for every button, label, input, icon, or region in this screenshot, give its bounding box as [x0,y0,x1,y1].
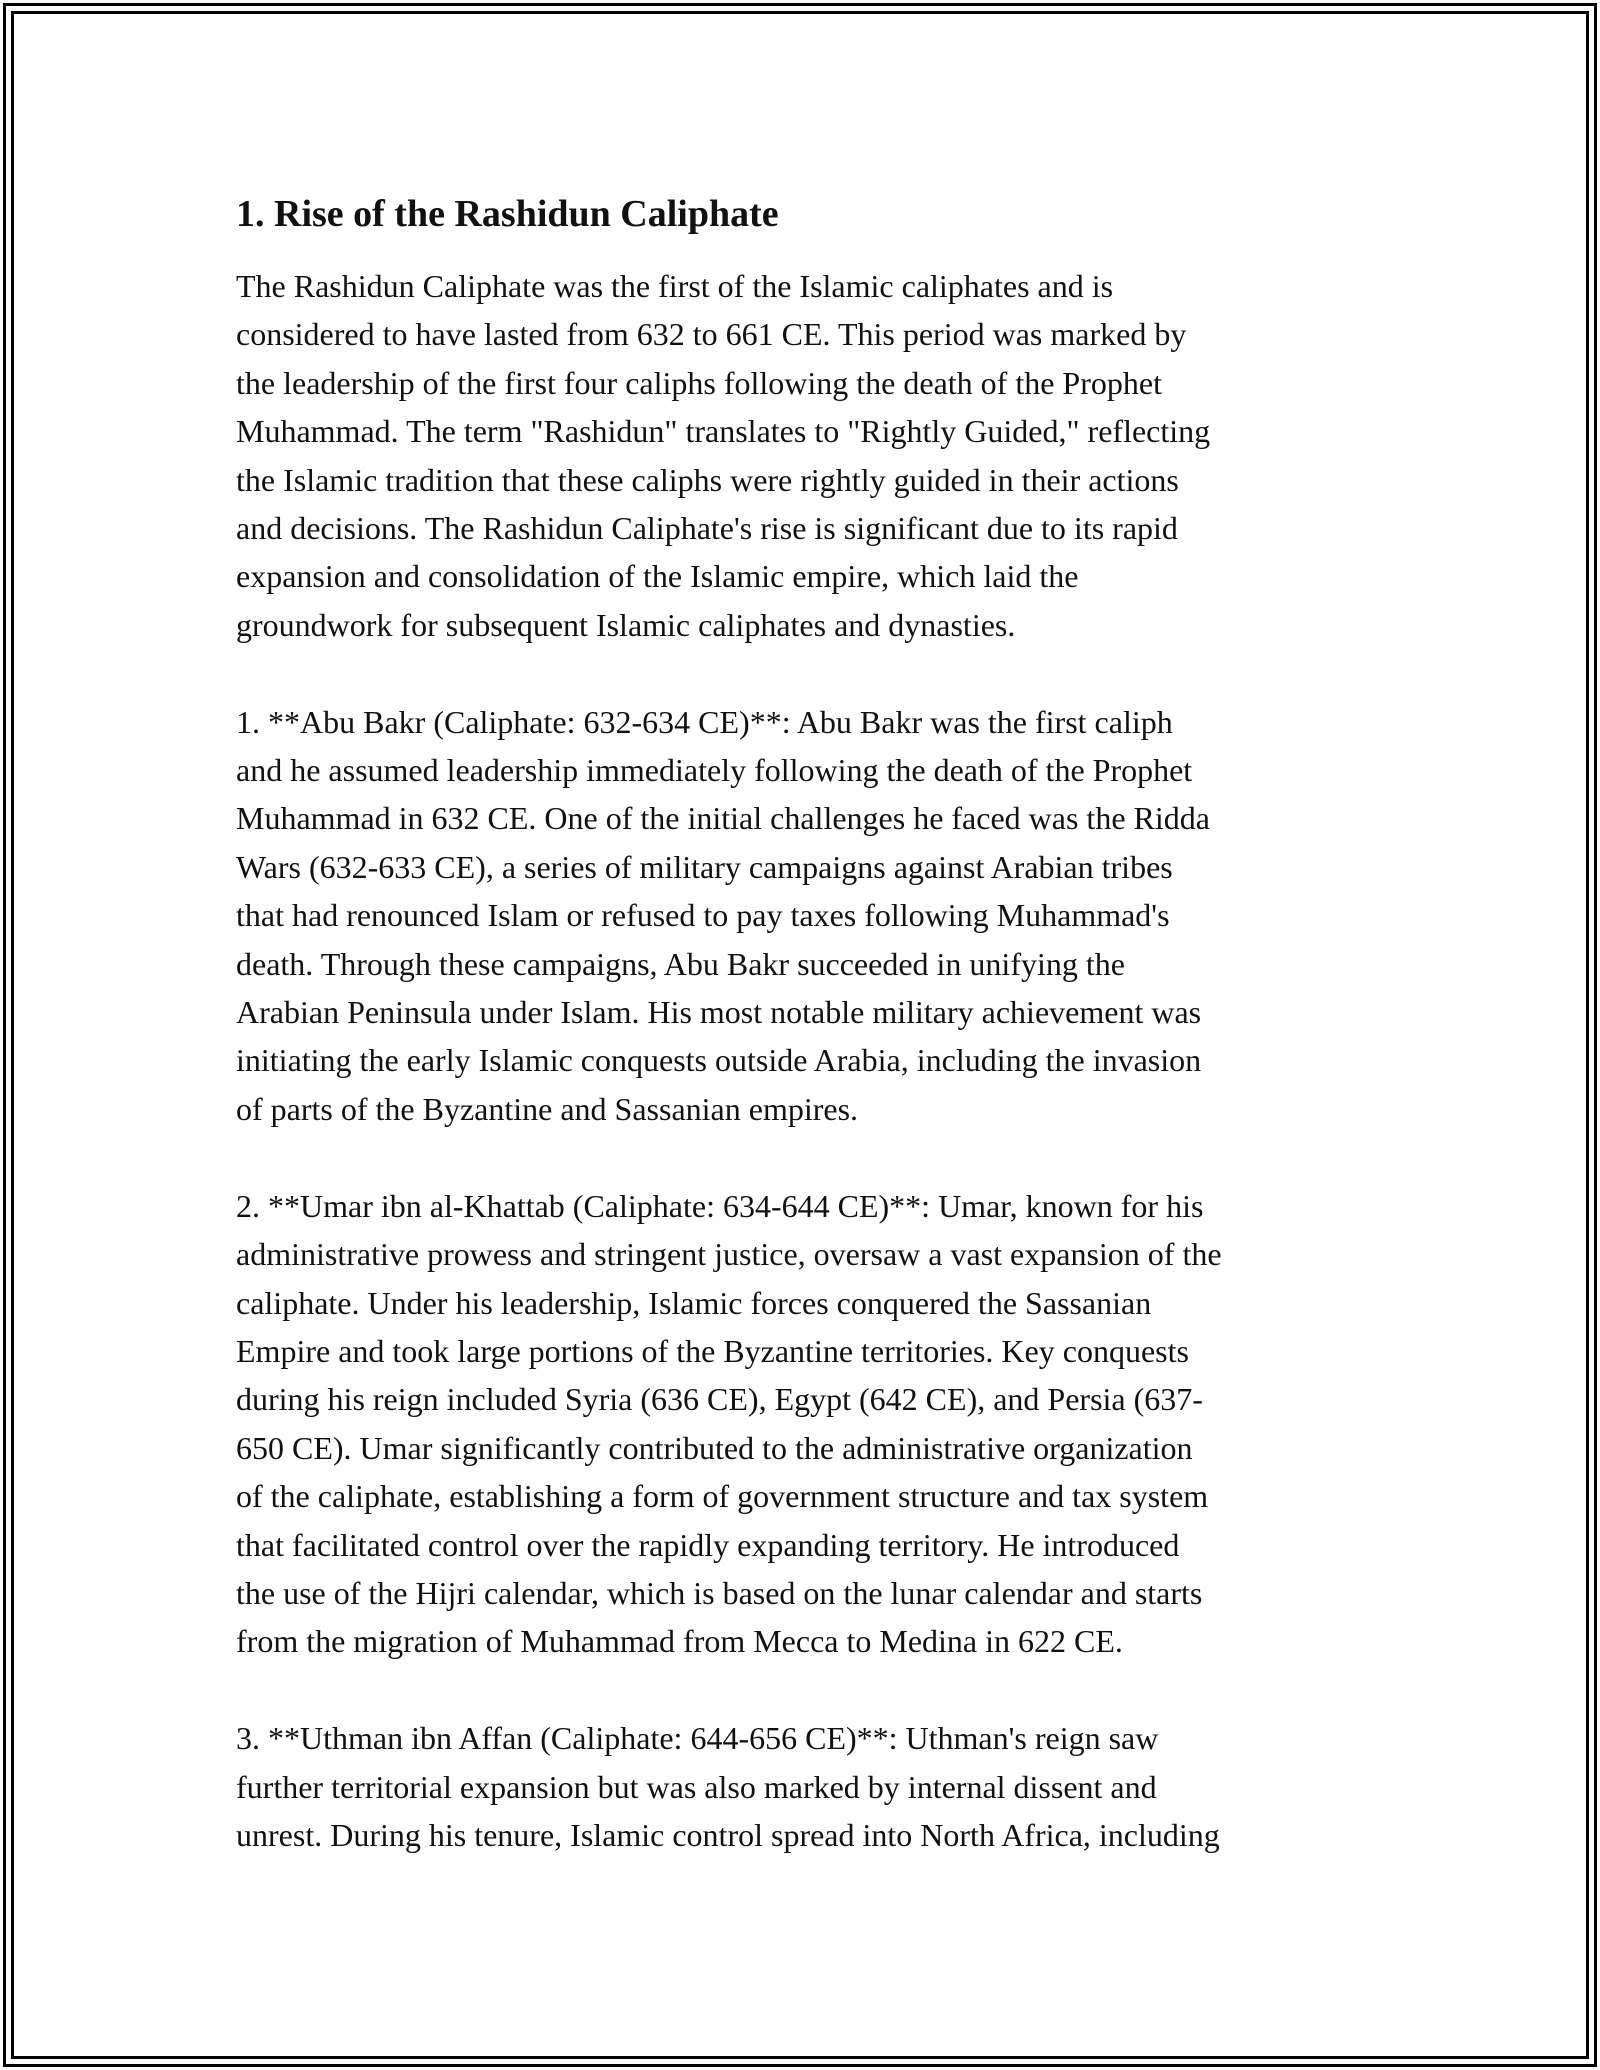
paragraph-line: and he assumed leadership immediately following the death of the Prophet [236,752,1193,789]
paragraph-line: Empire and took large portions of the Byzantine territories. Key conquests [236,1332,1189,1369]
paragraph-line: expansion and consolidation of the Islamic empire, which laid the [236,558,1079,595]
paragraph-line: administrative prowess and stringent justice, oversaw a vast expansion of the [236,1236,1222,1273]
paragraph-line: caliphate. Under his leadership, Islamic forces conquered the Sassanian [236,1284,1152,1321]
paragraph-line: The Rashidun Caliphate was the first of the Islamic caliphates and is [236,268,1114,304]
paragraph-line: initiating the early Islamic conquests outside Arabia, including the invasion [236,1042,1202,1079]
paragraph-line: further territorial expansion but was also marked by internal dissent and [236,1768,1157,1805]
paragraph-line: Muhammad in 632 CE. One of the initial challenges he faced was the Ridda [236,800,1210,837]
paragraph-line: 2. **Umar ibn al-Khattab (Caliphate: 634-644 CE)**: Umar, known for his [236,1187,1204,1224]
document-body [236,186,1366,1859]
paragraph-abu-bakr [236,698,1366,1134]
paragraph-line: and decisions. The Rashidun Caliphate's rise is significant due to its rapid [236,510,1178,547]
paragraph-uthman [236,1714,1366,1859]
paragraph-line: that facilitated control over the rapidly expanding territory. He introduced [236,1526,1180,1563]
paragraph-line: 1. **Abu Bakr (Caliphate: 632-634 CE)**: Abu Bakr was the first caliph [236,703,1173,740]
paragraph-line: 3. **Uthman ibn Affan (Caliphate: 644-656 CE)**: Uthman's reign saw [236,1720,1159,1757]
paragraph-line: death. Through these campaigns, Abu Bakr succeeded in unifying the [236,945,1125,982]
paragraph-line: during his reign included Syria (636 CE), Egypt (642 CE), and Persia (637- [236,1381,1203,1418]
paragraph-line: the Islamic tradition that these caliphs were rightly guided in their actions [236,461,1179,498]
paragraph-line: that had renounced Islam or refused to pay taxes following Muhammad's [236,897,1170,934]
paragraph-line: considered to have lasted from 632 to 661 CE. This period was marked by [236,316,1187,353]
paragraph-line: the leadership of the first four caliphs following the death of the Prophet [236,364,1162,401]
paragraph-line: of the caliphate, establishing a form of government structure and tax system [236,1478,1209,1515]
paragraph-line: Arabian Peninsula under Islam. His most notable military achievement was [236,994,1202,1031]
paragraph-line: of parts of the Byzantine and Sassanian empires. [236,1090,859,1127]
paragraph-line: groundwork for subsequent Islamic caliphates and dynasties. [236,606,1016,643]
paragraph-line: Wars (632-633 CE), a series of military campaigns against Arabian tribes [236,848,1173,885]
section-heading: 1. Rise of the Rashidun Caliphate [236,193,779,235]
paragraph-line: the use of the Hijri calendar, which is based on the lunar calendar and starts [236,1574,1203,1611]
paragraph-umar [236,1182,1366,1666]
paragraph-line: unrest. During his tenure, Islamic control spread into North Africa, including [236,1816,1220,1853]
paragraph-line: from the migration of Muhammad from Mecca to Medina in 622 CE. [236,1623,1123,1660]
paragraph-line: 650 CE). Umar significantly contributed to the administrative organization [236,1429,1193,1466]
paragraph-line: Muhammad. The term "Rashidun" translates to "Rightly Guided," reflecting [236,413,1211,450]
paragraph-intro [236,262,1366,649]
